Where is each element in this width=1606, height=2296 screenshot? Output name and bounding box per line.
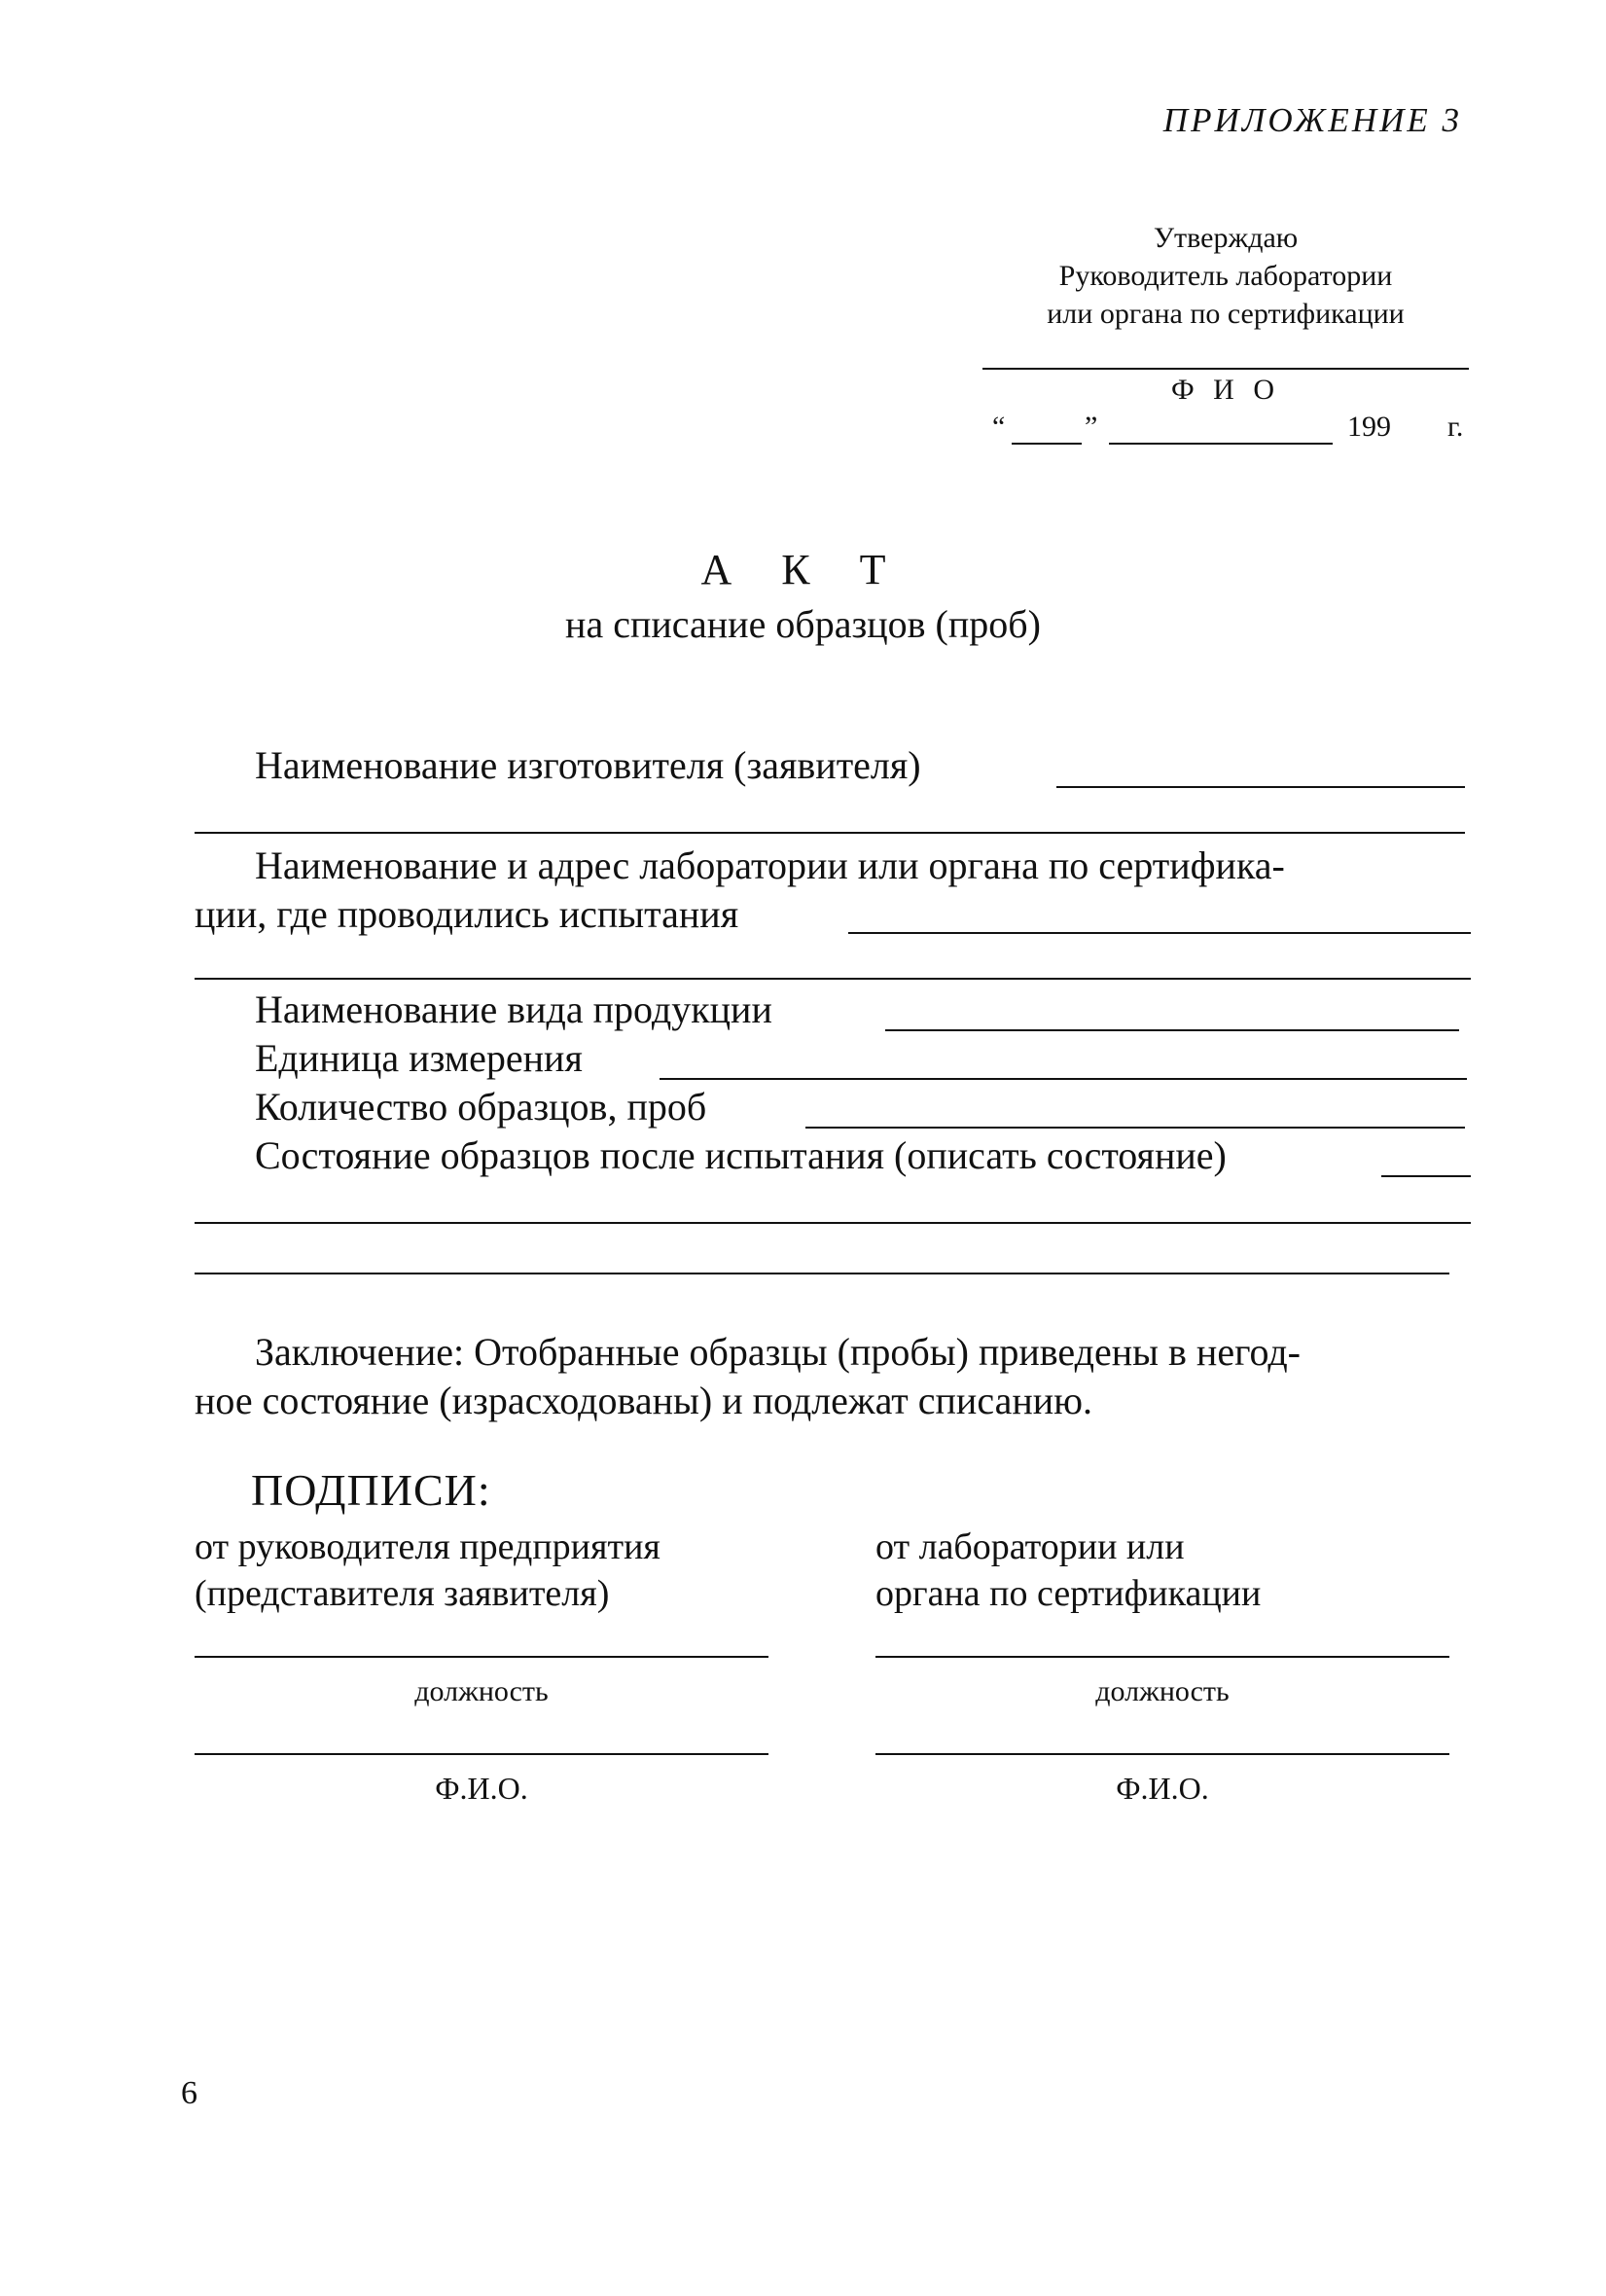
date-year-suffix: г.: [1447, 411, 1464, 443]
conclusion-line1: Заключение: Отобранные образцы (пробы) приведены в негод-: [255, 1330, 1301, 1374]
date-day-field[interactable]: [1012, 443, 1082, 445]
left-position-field[interactable]: [195, 1656, 768, 1658]
condition-field[interactable]: [1381, 1175, 1471, 1177]
left-signer-line1: от руководителя предприятия: [195, 1526, 660, 1567]
quantity-field[interactable]: [805, 1127, 1465, 1129]
condition-field-cont-1[interactable]: [195, 1222, 1471, 1224]
date-open-quote: “: [992, 411, 1006, 443]
date-close-quote: ”: [1085, 411, 1098, 443]
approve-line-3: или органа по сертификации: [1047, 298, 1405, 330]
condition-label: Состояние образцов после испытания (описать состояние): [255, 1133, 1227, 1177]
right-signer-line2: органа по сертификации: [875, 1573, 1262, 1614]
lab-field[interactable]: [848, 932, 1471, 934]
document-subtitle: на списание образцов (проб): [565, 602, 1041, 646]
right-fio-caption: Ф.И.О.: [1116, 1771, 1209, 1806]
conclusion-line2: ное состояние (израсходованы) и подлежат списанию.: [195, 1379, 1093, 1422]
approver-signature-line[interactable]: [982, 368, 1469, 370]
signatures-heading: ПОДПИСИ:: [251, 1465, 491, 1515]
condition-field-cont-2[interactable]: [195, 1273, 1449, 1274]
lab-field-cont[interactable]: [195, 978, 1471, 980]
date-month-field[interactable]: [1109, 443, 1333, 445]
appendix-label: ПРИЛОЖЕНИЕ 3: [1162, 101, 1462, 139]
right-position-field[interactable]: [875, 1656, 1449, 1658]
right-signer-line1: от лаборатории или: [875, 1526, 1185, 1567]
unit-field[interactable]: [660, 1078, 1467, 1080]
manufacturer-label: Наименование изготовителя (заявителя): [255, 743, 921, 787]
quantity-label: Количество образцов, проб: [255, 1085, 707, 1129]
left-fio-field[interactable]: [195, 1753, 768, 1755]
left-fio-caption: Ф.И.О.: [435, 1771, 528, 1806]
approve-line-1: Утверждаю: [1153, 222, 1299, 254]
left-position-caption: должность: [414, 1675, 549, 1707]
date-year: 199: [1347, 411, 1391, 443]
approver-fio-label: Ф И О: [1170, 374, 1281, 406]
manufacturer-field[interactable]: [1056, 786, 1465, 788]
lab-label-line2: ции, где проводились испытания: [195, 892, 739, 936]
approve-line-2: Руководитель лаборатории: [1058, 260, 1393, 292]
right-fio-field[interactable]: [875, 1753, 1449, 1755]
product-type-label: Наименование вида продукции: [255, 987, 772, 1031]
page-number: 6: [181, 2075, 197, 2111]
right-position-caption: должность: [1095, 1675, 1230, 1707]
product-type-field[interactable]: [885, 1029, 1459, 1031]
lab-label-line1: Наименование и адрес лаборатории или органа по сертифика-: [255, 843, 1285, 887]
manufacturer-field-cont[interactable]: [195, 832, 1465, 834]
document-title: А К Т: [700, 546, 906, 593]
approval-date-row: [982, 411, 1469, 449]
unit-label: Единица измерения: [255, 1036, 583, 1080]
left-signer-line2: (представителя заявителя): [195, 1573, 610, 1614]
